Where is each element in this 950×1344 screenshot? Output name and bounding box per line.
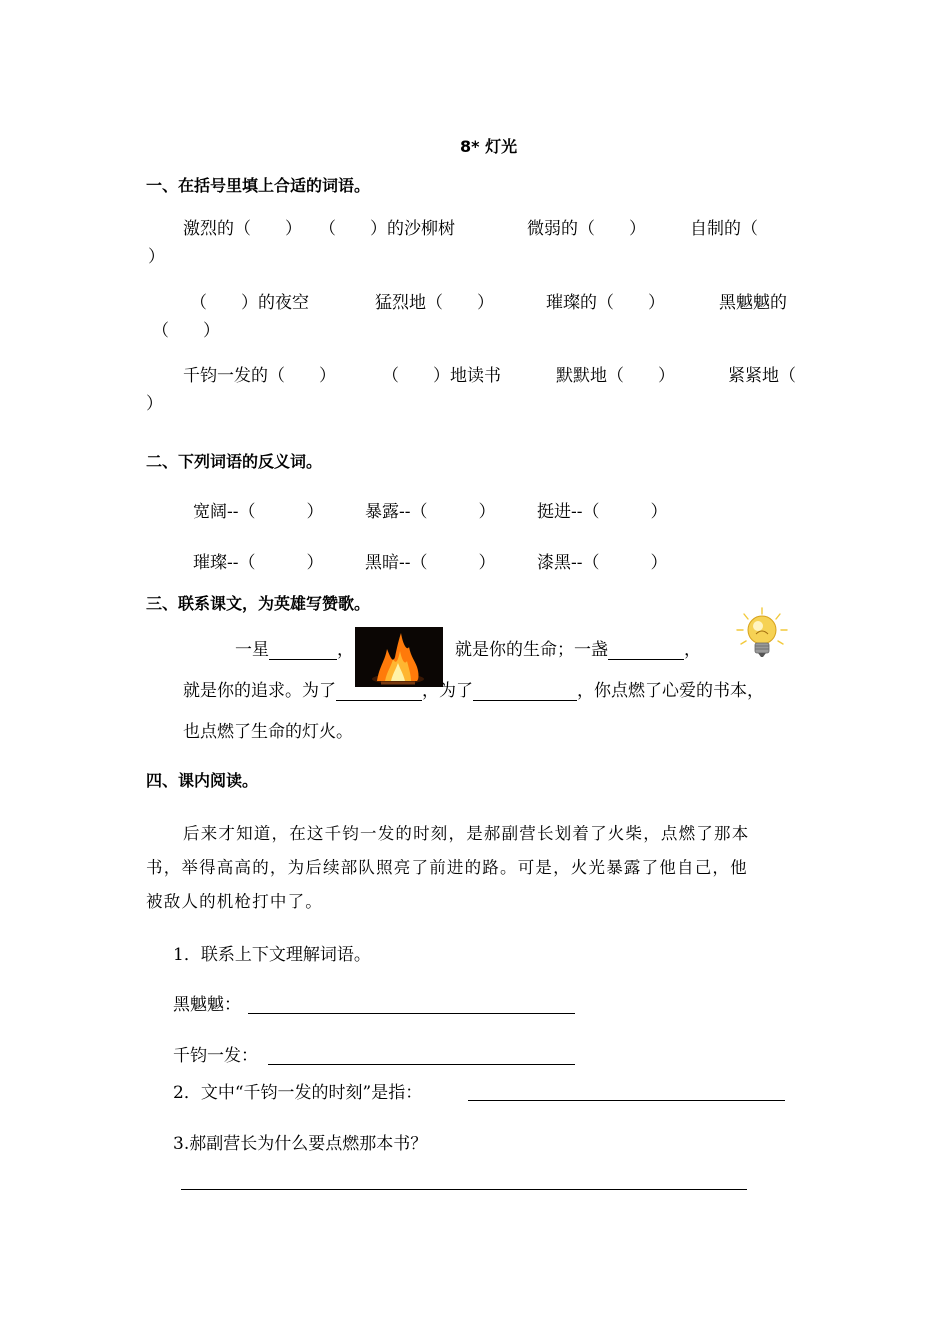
s1-row3-e: ）: [146, 394, 163, 414]
s3-text: 就是你的追求。为了: [183, 681, 336, 701]
section-1-heading: 一、在括号里填上合适的词语。: [146, 176, 371, 195]
question-2: 2．文中“千钧一发的时刻”是指：: [173, 1083, 423, 1103]
passage-line: 书，举得高高的，为后续部队照亮了前进的路。可是，火光暴露了他自己，他: [146, 858, 748, 877]
answer-blank[interactable]: [269, 641, 337, 660]
s3-text: 就是你的生命；一盏: [455, 640, 608, 660]
answer-blank[interactable]: [473, 682, 577, 701]
s1-row3-b: （ ）地读书: [382, 366, 501, 386]
answer-line[interactable]: [468, 1100, 785, 1101]
passage-line: 后来才知道，在这千钧一发的时刻，是郝副营长划着了火柴，点燃了那本: [183, 824, 750, 843]
s3-text: ，: [337, 640, 354, 660]
s1-row1-d: ）: [148, 247, 165, 267]
lightbulb-image: [734, 606, 790, 664]
s3-line1-left: [235, 640, 354, 660]
section-3-heading: 三、联系课文，为英雄写赞歌。: [146, 594, 371, 613]
answer-line[interactable]: [181, 1189, 747, 1190]
s1-row2-e: （ ）: [152, 321, 220, 341]
s1-row1-a: 激烈的（ ） （ ）的沙柳树: [183, 219, 455, 239]
answer-blank[interactable]: [608, 641, 684, 660]
section-2-heading: 二、下列词语的反义词。: [146, 452, 323, 471]
s1-row1-b: 微弱的（ ）: [527, 219, 646, 239]
q1-term-2: 千钧一发：: [173, 1046, 258, 1066]
s1-row2-d: 黑魆魆的: [719, 293, 787, 313]
antonym-item: 黑暗--（ ）: [365, 553, 496, 573]
s3-line2: [183, 681, 764, 701]
s3-text: ，为了: [422, 681, 473, 701]
answer-blank[interactable]: [336, 682, 422, 701]
s3-text: 一星: [235, 640, 269, 660]
s1-row3-c: 默默地（ ）: [556, 366, 675, 386]
s3-text: ，: [684, 640, 701, 660]
question-1: 1．联系上下文理解词语。: [173, 945, 371, 965]
answer-line[interactable]: [268, 1064, 575, 1065]
s3-line1-right: [455, 640, 701, 660]
answer-line[interactable]: [248, 1013, 575, 1014]
s1-row3-d: 紧紧地（: [728, 366, 796, 386]
antonym-item: 漆黑--（ ）: [537, 553, 668, 573]
antonym-item: 暴露--（ ）: [365, 502, 496, 522]
s1-row2-b: 猛烈地（ ）: [375, 293, 494, 313]
s3-text: ，你点燃了心爱的书本，: [577, 681, 764, 701]
passage-line: 被敌人的机枪打中了。: [146, 892, 323, 911]
question-3: 3.郝副营长为什么要点燃那本书？: [173, 1134, 428, 1154]
s1-row3-a: 千钧一发的（ ）: [183, 366, 336, 386]
page-title: 8* 灯光: [460, 137, 518, 156]
q1-term-1: 黑魆魆：: [173, 995, 241, 1015]
antonym-item: 璀璨--（ ）: [193, 553, 324, 573]
fire-image: [355, 627, 443, 687]
antonym-item: 宽阔--（ ）: [193, 502, 324, 522]
s1-row1-c: 自制的（: [690, 219, 758, 239]
s1-row2-c: 璀璨的（ ）: [546, 293, 665, 313]
section-4-heading: 四、课内阅读。: [146, 771, 259, 790]
s1-row2-a: （ ）的夜空: [190, 293, 309, 313]
s3-line3: 也点燃了生命的灯火。: [183, 722, 353, 742]
antonym-item: 挺进--（ ）: [537, 502, 668, 522]
